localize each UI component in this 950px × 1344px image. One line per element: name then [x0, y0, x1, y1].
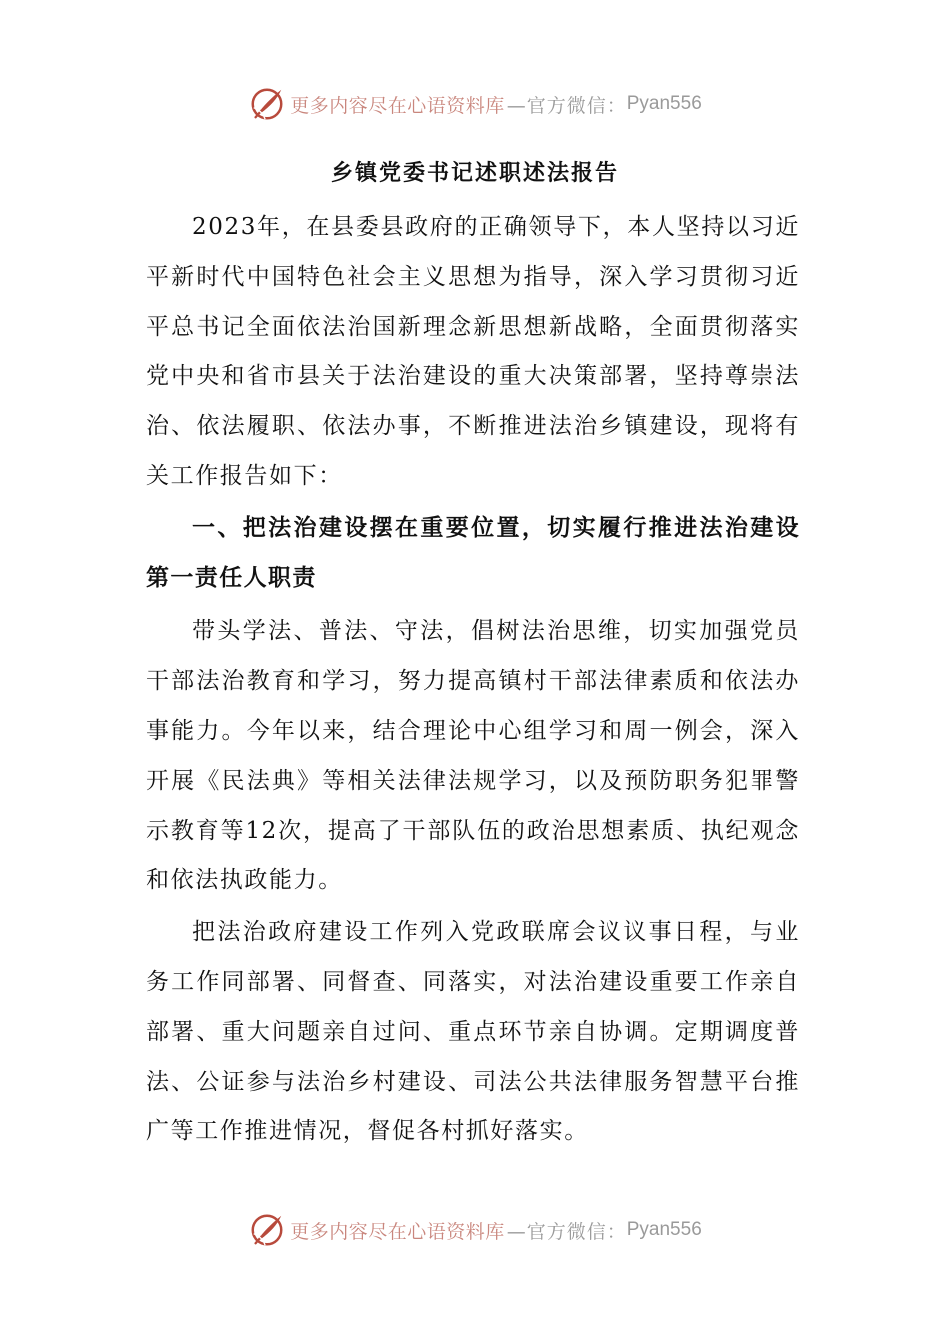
banner-wechat-id: Pyan556 [626, 1219, 702, 1240]
section-1-paragraph-2: 把法治政府建设工作列入党政联席会议议事日程，与业务工作同部署、同督查、同落实，对法治建设重要工作亲自部署、重大问题亲自过问、重点环节亲自协调。定期调度普法、公证参与法治乡村建设、司法公共法律服务智慧平台推广等工作推进情况，督促各村抓好落实。 [146, 919, 800, 1145]
quill-pen-logo-icon [248, 85, 286, 123]
document-title: 乡镇党委书记述职述法报告 [330, 161, 619, 186]
quill-pen-logo-icon [248, 1211, 286, 1249]
banner-wechat-id: Pyan556 [626, 93, 702, 114]
banner-separator [507, 91, 627, 118]
banner-main-text: 更多内容尽在心语资料库 [290, 94, 505, 117]
banner-label: 官方微信： [526, 1220, 627, 1243]
header-watermark-banner [0, 82, 950, 126]
banner-dash: — [506, 94, 527, 117]
footer-watermark-banner [0, 1208, 950, 1252]
document-body [146, 203, 800, 1157]
banner-main-text: 更多内容尽在心语资料库 [290, 1220, 505, 1243]
banner-separator [507, 1217, 627, 1244]
section-1-paragraph-1: 带头学法、普法、守法，倡树法治思维，切实加强党员干部法治教育和学习，努力提高镇村干部法律素质和依法办事能力。今年以来，结合理论中心组学习和周一例会，深入开展《民法典》等相关法律法规学习，以及预防职务犯罪警示教育等12次，提高了干部队伍的政治思想素质、执纪观念和依法执政能力。 [146, 618, 800, 894]
section-1-heading: 一、把法治建设摆在重要位置，切实履行推进法治建设第一责任人职责 [146, 514, 800, 591]
intro-paragraph: 2023年，在县委县政府的正确领导下，本人坚持以习近平新时代中国特色社会主义思想为指导，深入学习贯彻习近平总书记全面依法治国新理念新思想新战略，全面贯彻落实党中央和省市县关于法治建设的重大决策部署，坚持尊崇法治、依法履职、依法办事，不断推进法治乡镇建设，现将有关工作报告如下： [146, 214, 800, 489]
banner-dash: — [506, 1220, 527, 1243]
banner-label: 官方微信： [526, 94, 627, 117]
